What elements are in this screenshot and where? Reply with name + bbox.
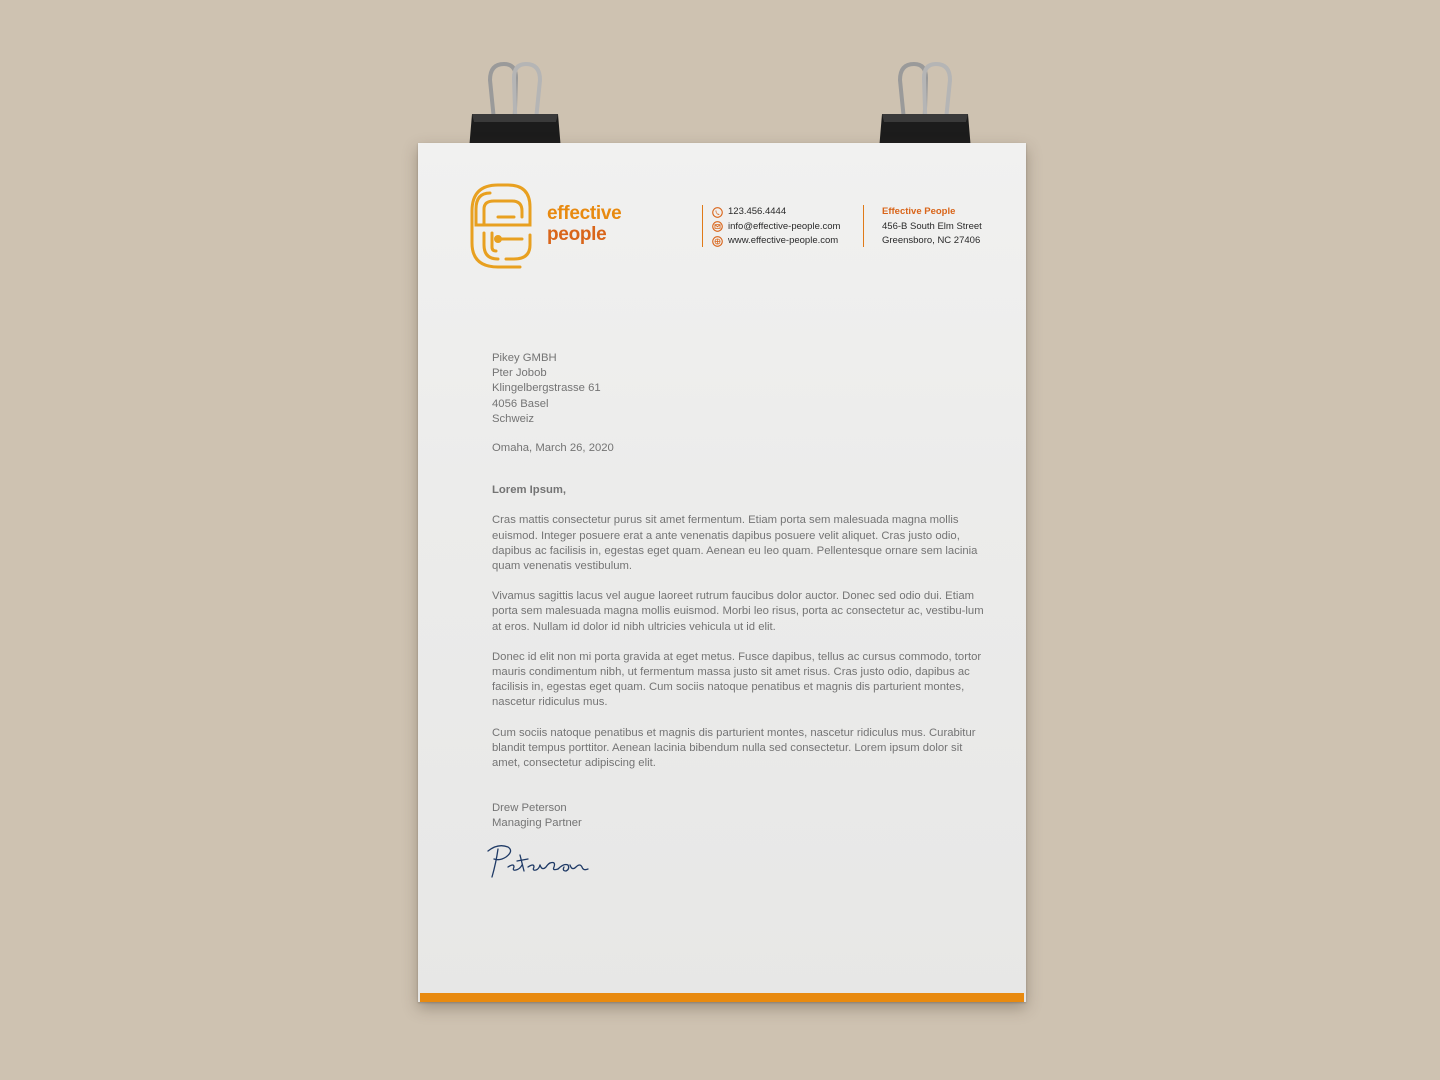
recipient-line: Klingelbergstrasse 61 (492, 382, 601, 395)
company-city: Greensboro, NC 27406 (882, 235, 981, 246)
contact-email: info@effective-people.com (728, 220, 841, 232)
contact-email-row (712, 220, 840, 235)
bottom-accent-stripe (420, 993, 1024, 1002)
body-paragraph: Cum sociis natoque penatibus et magnis dis parturient montes, nascetur ridiculus mus. Curabitur blandit tempus porttitor. Aenean lacinia bibendum nulla sed consectetur. Lorem ipsum dolor sit amet, consectetur adipiscing elit. (492, 726, 976, 770)
header-divider-1 (702, 205, 703, 247)
recipient-line: Pikey GMBH (492, 352, 557, 364)
recipient-address (492, 351, 986, 427)
brand-wordmark (547, 203, 621, 245)
brand-line-1: effective (547, 203, 622, 224)
letter-page (418, 143, 1026, 1002)
contact-block (712, 205, 840, 249)
contact-phone-row (712, 205, 840, 220)
contact-website: www.effective-people.com (728, 235, 839, 246)
signer-name: Drew Peterson (492, 802, 567, 815)
contact-website-row (712, 234, 840, 249)
signer-title: Managing Partner (492, 817, 582, 830)
body-paragraph: Cras mattis consectetur purus sit amet fermentum. Etiam porta sem malesuada magna mollis euismod. Integer posuere erat a ante venenatis dapibus posuere velit aliquet. Cras justo odio, dapibus ac facilisis in, egestas eget quam. Aenean eu leo quam. Pellentesque ornare sem lacinia quam venenatis vestibulum. (492, 514, 978, 573)
company-street: 456-B South Elm Street (882, 220, 982, 232)
email-icon (712, 221, 723, 232)
handwritten-signature (484, 837, 604, 887)
letter-body (492, 351, 986, 832)
recipient-line: Schweiz (492, 412, 535, 425)
phone-icon (712, 207, 723, 218)
closing-block (492, 801, 986, 831)
contact-phone: 123.456.4444 (728, 206, 787, 217)
brand-line-2: people (547, 224, 607, 245)
globe-icon (712, 236, 723, 247)
company-name: Effective People (882, 206, 956, 217)
body-paragraph: Vivamus sagittis lacus vel augue laoreet rutrum faucibus dolor auctor. Donec sed odio dui. Etiam porta sem malesuada magna mollis euismod. Morbi leo risus, porta ac consectetur ac, vestibu-lum at eros. Nullam id dolor id nibh ultricies vehicula ut id elit. (492, 590, 984, 633)
logo-e-icon (468, 181, 540, 271)
body-paragraph: Donec id elit non mi porta gravida at eget metus. Fusce dapibus, tellus ac cursus commodo, tortor mauris condimentum nibh, ut fermentum massa justo sit amet risus. Cras justo odio, dapibus ac facilisis in, egestas eget quam. Cum sociis natoque penatibus et magnis dis parturient montes, nascetur ridiculus mus. (492, 650, 982, 709)
header-divider-2 (863, 205, 864, 247)
salutation: Lorem Ipsum, (492, 484, 567, 497)
recipient-line: 4056 Basel (492, 397, 549, 410)
recipient-line: Pter Jobob (492, 367, 547, 380)
company-address (882, 205, 982, 249)
letter-date: Omaha, March 26, 2020 (492, 442, 614, 455)
